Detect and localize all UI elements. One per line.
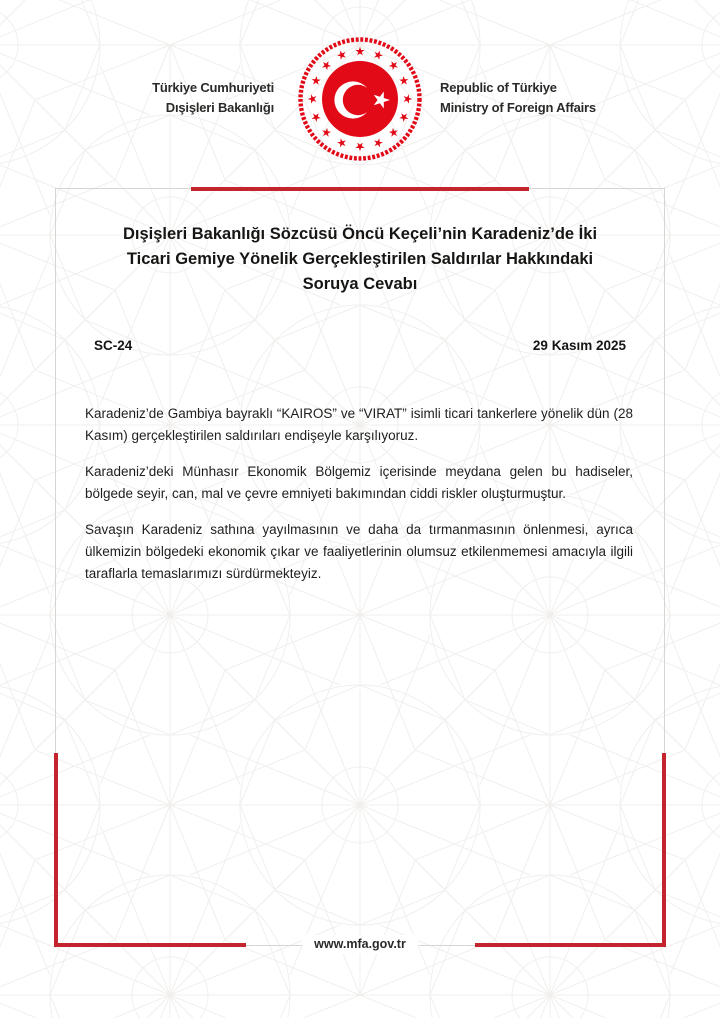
document-title-line2: Ticari Gemiye Yönelik Gerçekleştirilen Saldırılar Hakkındaki xyxy=(126,250,594,268)
org-name-english-line1: Republic of Türkiye xyxy=(440,80,557,95)
accent-bar-bottom-left xyxy=(54,943,246,947)
document-body xyxy=(85,403,633,584)
accent-bar-left xyxy=(54,753,58,947)
document-date: 29 Kasım 2025 xyxy=(532,338,626,353)
org-name-english-line2: Ministry of Foreign Affairs xyxy=(440,100,596,115)
document-title xyxy=(80,222,640,297)
website-url: www.mfa.gov.tr xyxy=(302,935,418,954)
org-name-turkish-line2: Dışişleri Bakanlığı xyxy=(165,100,274,115)
document-paragraph-3: Savaşın Karadeniz sathına yayılmasının ve daha da tırmanmasının önlenmesi, ayrıca ülkemizin bölgedeki ekonomik çıkar ve faaliyetlerinin olumsuz etkilenmemesi amacıyla ilgili taraflarla temaslarımızı sürdürmekteyiz. xyxy=(85,522,633,581)
reference-code: SC-24 xyxy=(94,338,133,353)
org-name-turkish-line1: Türkiye Cumhuriyeti xyxy=(152,80,274,95)
document-meta-row xyxy=(94,338,626,353)
document-title-line1: Dışişleri Bakanlığı Sözcüsü Öncü Keçeli’nin Karadeniz’de İki xyxy=(122,225,598,243)
content-frame xyxy=(55,188,665,951)
accent-bar-bottom-right xyxy=(475,943,666,947)
document-paragraph-1: Karadeniz’de Gambiya bayraklı “KAIROS” ve “VIRAT” isimli ticari tankerlere yönelik dün (28 Kasım) gerçekleştirilen saldırıları endişeyle karşılıyoruz. xyxy=(85,406,633,443)
org-name-english xyxy=(440,78,596,118)
org-name-turkish xyxy=(0,78,274,118)
accent-bar-right xyxy=(662,753,666,947)
accent-bar-top xyxy=(191,187,529,191)
document-title-line3: Soruya Cevabı xyxy=(302,275,418,293)
mfa-emblem-icon xyxy=(297,36,423,162)
document-paragraph-2: Karadeniz’deki Münhasır Ekonomik Bölgemiz içerisinde meydana gelen bu hadiseler, bölgede seyir, can, mal ve çevre emniyeti bakımından ciddi riskler oluşturmuştur. xyxy=(85,464,633,501)
